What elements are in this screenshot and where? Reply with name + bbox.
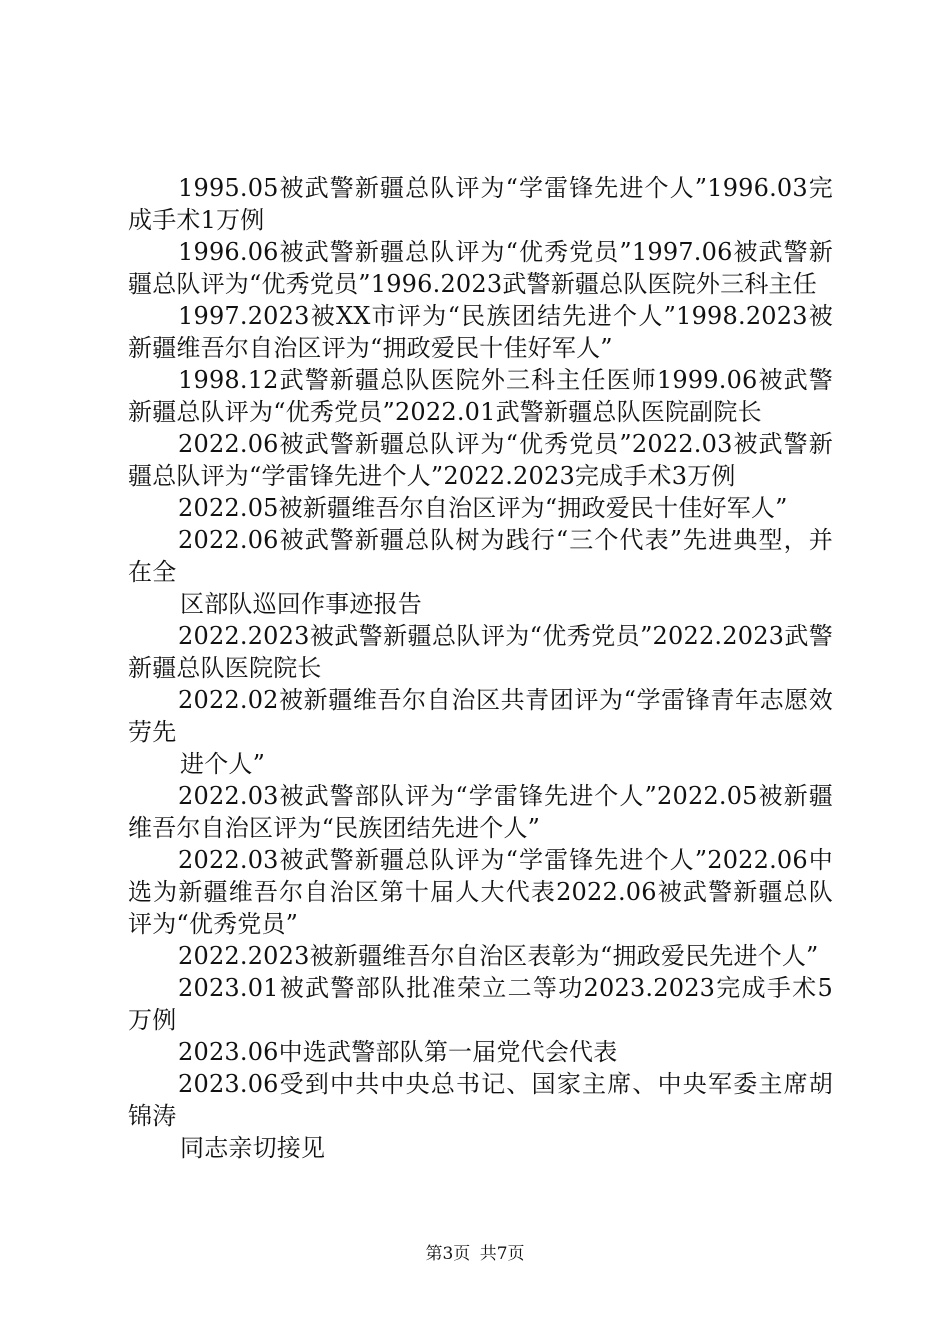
paragraph-continuation: 进个人” [180, 750, 266, 778]
paragraph: 2022.06被武警新疆总队评为“优秀党员”2022.03被武警新疆总队评为“学雷锋先进个人”2022.2023完成手术3万例 [128, 430, 833, 490]
paragraph: 2022.02被新疆维吾尔自治区共青团评为“学雷锋青年志愿效劳先 [128, 686, 833, 746]
page-total: 共7页 [479, 1244, 525, 1264]
paragraph: 2022.03被武警新疆总队评为“学雷锋先进个人”2022.06中选为新疆维吾尔自治区第十届人大代表2022.06被武警新疆总队评为“优秀党员” [128, 846, 833, 938]
paragraph: 2023.06中选武警部队第一届党代会代表 [178, 1038, 618, 1066]
paragraph: 2022.06被武警新疆总队树为践行“三个代表”先进典型，并在全 [128, 526, 833, 586]
paragraph: 1995.05被武警新疆总队评为“学雷锋先进个人”1996.03完成手术1万例 [128, 174, 833, 234]
paragraph: 1998.12武警新疆总队医院外三科主任医师1999.06被武警新疆总队评为“优秀党员”2022.01武警新疆总队医院副院长 [128, 366, 833, 426]
document-body [128, 172, 833, 1164]
page-footer [0, 1243, 950, 1265]
page-number: 第3页 [425, 1244, 471, 1264]
paragraph: 1997.2023被XX市评为“民族团结先进个人”1998.2023被新疆维吾尔自治区评为“拥政爱民十佳好军人” [128, 302, 833, 362]
paragraph-continuation: 区部队巡回作事迹报告 [180, 590, 422, 618]
paragraph: 2022.03被武警部队评为“学雷锋先进个人”2022.05被新疆维吾尔自治区评为“民族团结先进个人” [128, 782, 833, 842]
paragraph: 2022.05被新疆维吾尔自治区评为“拥政爱民十佳好军人” [178, 494, 788, 522]
paragraph: 2022.2023被武警新疆总队评为“优秀党员”2022.2023武警新疆总队医院院长 [128, 622, 833, 682]
paragraph: 2023.06受到中共中央总书记、国家主席、中央军委主席胡锦涛 [128, 1070, 833, 1130]
paragraph-continuation: 同志亲切接见 [180, 1134, 326, 1162]
paragraph: 2023.01被武警部队批准荣立二等功2023.2023完成手术5万例 [128, 974, 833, 1034]
paragraph: 1996.06被武警新疆总队评为“优秀党员”1997.06被武警新疆总队评为“优秀党员”1996.2023武警新疆总队医院外三科主任 [128, 238, 833, 298]
paragraph: 2022.2023被新疆维吾尔自治区表彰为“拥政爱民先进个人” [178, 942, 819, 970]
